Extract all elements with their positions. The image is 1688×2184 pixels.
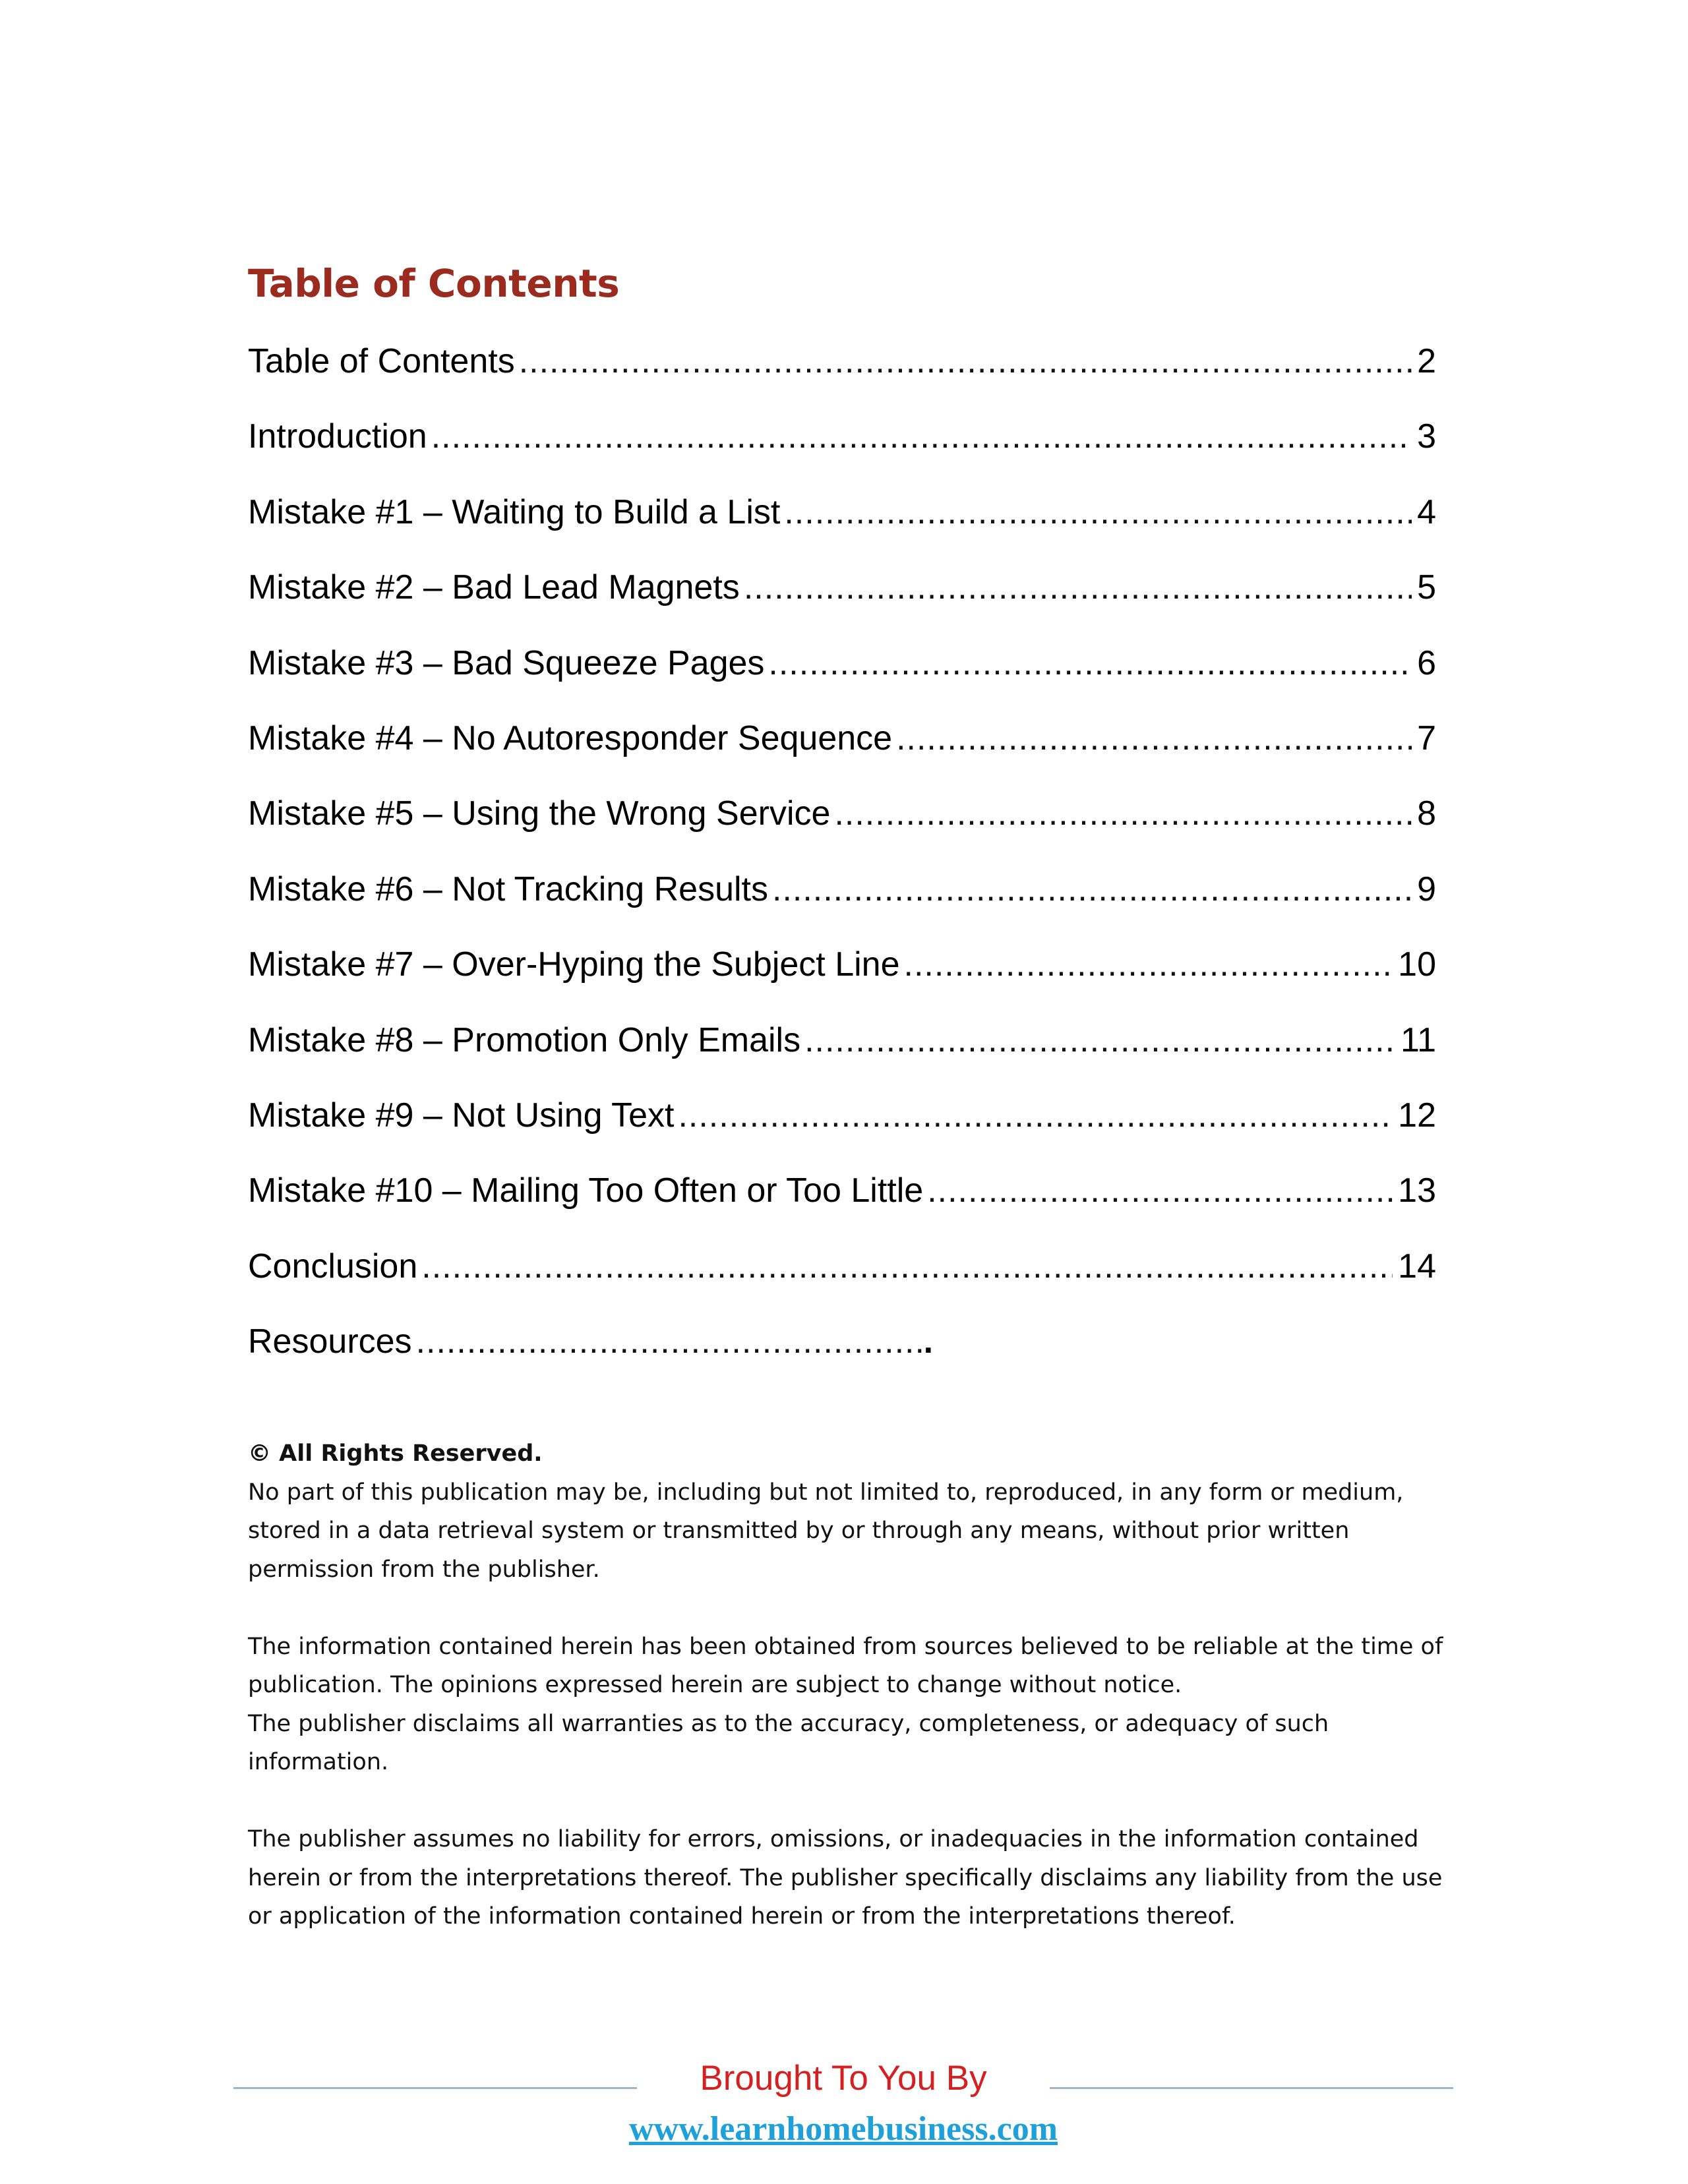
toc-entry-page: 4 bbox=[1417, 492, 1436, 531]
toc-entry-page: 9 bbox=[1417, 870, 1436, 908]
legal-notice bbox=[248, 1434, 1448, 1974]
toc-entry-mistake-5[interactable] bbox=[248, 787, 1436, 862]
footer-divider-left bbox=[233, 2087, 637, 2089]
toc-leader-dots bbox=[927, 1164, 1393, 1217]
toc-entry-title: Mistake #8 – Promotion Only Emails bbox=[248, 1020, 801, 1059]
toc-entry-mistake-2[interactable] bbox=[248, 561, 1436, 636]
legal-text: No part of this publication may be, including but not limited to, reproduced, in any form or medium, stored in a data retrieval system or transmitted by or through any means, without prior written permission from the publisher. bbox=[248, 1479, 1404, 1583]
toc-leader-dots bbox=[784, 486, 1412, 539]
toc-entry-mistake-10[interactable] bbox=[248, 1164, 1436, 1239]
brought-to-you-by: Brought To You By bbox=[700, 2059, 987, 2098]
toc-entry-conclusion[interactable] bbox=[248, 1240, 1436, 1315]
legal-text: The publisher disclaims all warranties as to the accuracy, completeness, or adequacy of such information. bbox=[248, 1710, 1329, 1775]
toc-entry-title: Mistake #2 – Bad Lead Magnets bbox=[248, 568, 740, 607]
footer-divider-right bbox=[1050, 2087, 1453, 2089]
toc-leader-dots bbox=[896, 712, 1412, 765]
toc-entry-mistake-4[interactable] bbox=[248, 712, 1436, 787]
legal-paragraph-liability bbox=[248, 1820, 1448, 1936]
toc-entry-title: Resources bbox=[248, 1322, 412, 1361]
toc-entry-mistake-9[interactable] bbox=[248, 1089, 1436, 1164]
toc-leader-dots bbox=[744, 561, 1412, 614]
toc-leader-dots bbox=[678, 1089, 1393, 1142]
toc-leader-dots bbox=[519, 335, 1412, 388]
toc-entry-title: Table of Contents bbox=[248, 342, 515, 380]
legal-paragraph-rights bbox=[248, 1434, 1448, 1589]
toc-entry-title: Mistake #7 – Over-Hyping the Subject Line bbox=[248, 945, 900, 984]
toc-entry-page: 3 bbox=[1417, 417, 1436, 456]
toc-leader-dots bbox=[768, 637, 1412, 690]
toc-entry-title: Mistake #6 – Not Tracking Results bbox=[248, 870, 768, 908]
toc-entry-introduction[interactable] bbox=[248, 410, 1436, 485]
toc-entry-mistake-8[interactable] bbox=[248, 1014, 1436, 1089]
toc-entry-page: 7 bbox=[1417, 719, 1436, 757]
toc-entry-title: Mistake #3 – Bad Squeeze Pages bbox=[248, 643, 765, 682]
legal-text: The information contained herein has been obtained from sources believed to be reliable at the time of publication. The opinions expressed herein are subject to change without notice. bbox=[248, 1633, 1443, 1698]
toc-leader-dots bbox=[834, 787, 1412, 840]
toc-entry-title: Mistake #10 – Mailing Too Often or Too Little bbox=[248, 1171, 924, 1210]
rights-reserved: © All Rights Reserved. bbox=[248, 1440, 543, 1467]
toc-leader-dots bbox=[416, 1315, 924, 1368]
toc-entry-page: 2 bbox=[1417, 342, 1436, 380]
toc-entry-mistake-1[interactable] bbox=[248, 486, 1436, 561]
toc-leader-dots bbox=[904, 938, 1393, 991]
toc-entry-mistake-3[interactable] bbox=[248, 637, 1436, 712]
website-link[interactable]: www.learnhomebusiness.com bbox=[628, 2110, 1058, 2148]
toc-list bbox=[248, 335, 1436, 1390]
toc-entry-page: 5 bbox=[1417, 568, 1436, 607]
toc-entry-title: Mistake #9 – Not Using Text bbox=[248, 1096, 675, 1135]
toc-entry-page: . bbox=[923, 1322, 934, 1361]
toc-entry-title: Mistake #5 – Using the Wrong Service bbox=[248, 794, 831, 833]
toc-entry-page: 13 bbox=[1398, 1171, 1436, 1210]
toc-entry-table-of-contents[interactable] bbox=[248, 335, 1436, 410]
toc-heading: Table of Contents bbox=[248, 261, 620, 306]
legal-paragraph-information bbox=[248, 1628, 1448, 1782]
legal-text: The publisher assumes no liability for errors, omissions, or inadequacies in the information contained herein or from the interpretations thereof. The publisher specifically disclaims any liability from the use or application of the information contained herein or from the interpretations thereof. bbox=[248, 1826, 1443, 1930]
toc-entry-page: 12 bbox=[1398, 1096, 1436, 1135]
toc-leader-dots bbox=[772, 863, 1412, 916]
toc-entry-title: Conclusion bbox=[248, 1247, 418, 1285]
toc-entry-title: Introduction bbox=[248, 417, 427, 456]
toc-leader-dots bbox=[431, 410, 1412, 463]
toc-entry-resources[interactable] bbox=[248, 1315, 1436, 1390]
toc-entry-page: 11 bbox=[1401, 1020, 1436, 1059]
toc-entry-mistake-6[interactable] bbox=[248, 863, 1436, 938]
toc-leader-dots bbox=[804, 1014, 1395, 1067]
toc-entry-title: Mistake #1 – Waiting to Build a List bbox=[248, 492, 781, 531]
toc-entry-mistake-7[interactable] bbox=[248, 938, 1436, 1013]
toc-entry-page: 10 bbox=[1398, 945, 1436, 984]
toc-entry-page: 14 bbox=[1398, 1247, 1436, 1285]
toc-leader-dots bbox=[421, 1240, 1393, 1293]
toc-entry-title: Mistake #4 – No Autoresponder Sequence bbox=[248, 719, 893, 757]
toc-entry-page: 6 bbox=[1417, 643, 1436, 682]
toc-entry-page: 8 bbox=[1417, 794, 1436, 833]
